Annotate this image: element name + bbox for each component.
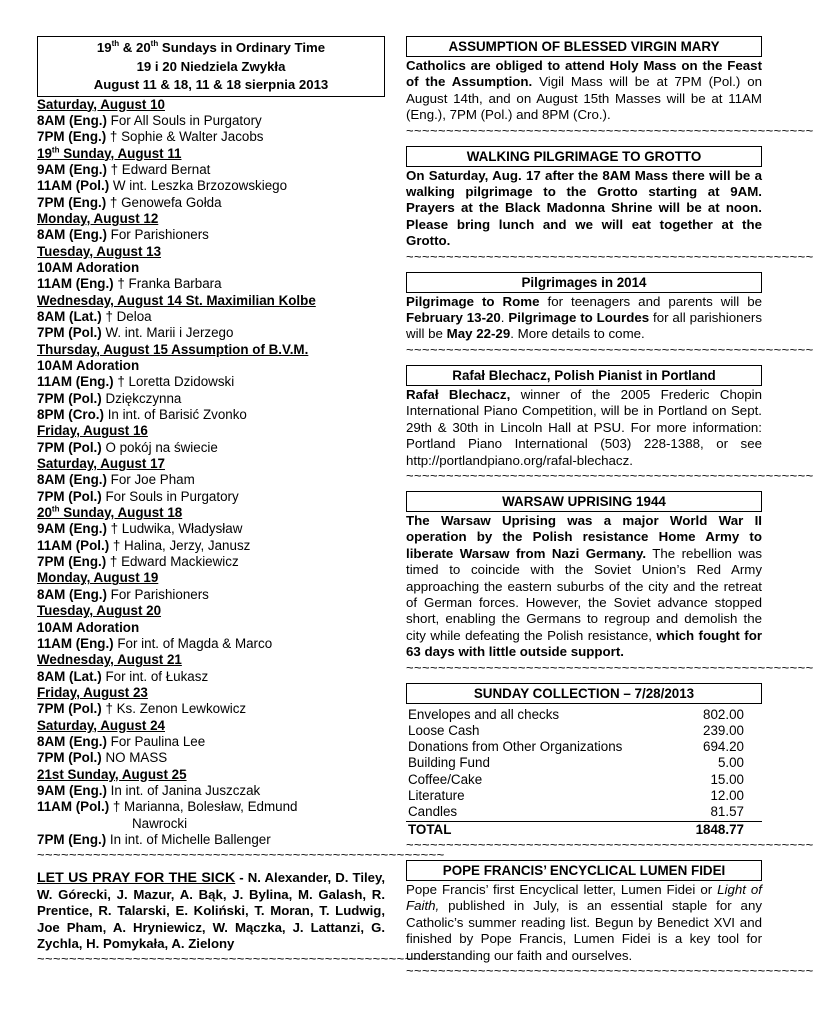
mass-entry [37,227,385,243]
mass-intention: W. int. Marii i Jerzego [101,325,234,341]
mass-entry [37,472,385,488]
mass-intention: For All Souls in Purgatory [106,112,262,128]
mass-entry [37,178,385,194]
mass-entry [37,260,385,276]
collection-label: Building Fund [408,755,490,771]
schedule-day-heading: Tuesday, August 20 [37,603,162,619]
mass-time: 7PM (Pol.) [37,701,102,717]
mass-intention: † Marianna, Bolesław, Edmund [109,799,298,815]
mass-time: 7PM (Eng.) [37,129,107,145]
mass-time: 8AM (Lat.) [37,308,102,324]
schedule-day-heading: Saturday, August 10 [37,96,165,112]
assumption-text: Catholics are obliged to attend Holy Mass on the Feast of the Assumption. Vigil Mass will be at 7PM (Pol.) on August 14th, and on August 15th Masses will be at 11AM (Eng.), 7PM (Pol.) and 8PM (Cro.). [406,58,763,123]
pilgrimages-title: Pilgrimages in 2014 [406,272,762,293]
mass-entry [37,358,385,374]
mass-time: 10AM Adoration [37,358,140,373]
mass-intention: † Deloa [101,308,152,324]
mass-entry [37,538,385,554]
grotto-title: WALKING PILGRIMAGE TO GROTTO [406,146,762,167]
mass-entry [37,701,385,717]
collection-table [406,707,762,838]
schedule-day-heading: Tuesday, August 13 [37,243,162,259]
header-line-2: 19 i 20 Niedziela Zwykła [136,58,286,74]
warsaw-text: The Warsaw Uprising was a major World War II operation by the Polish resistance Home Army to liberate Warsaw from Nazi Germany. The rebellion was timed to coincide with the Soviet Union’s Red Army approaching the eastern suburbs of the city and the retreat of German forces. However, the Soviet advance stopped short, enabling the Germans to regroup and demolish the city while defeating the Polish resistance, which fought for 63 days with little outside support. [406,512,762,660]
mass-intention: For Parishioners [106,227,209,243]
divider: ~~~~~~~~~~~~~~~~~~~~~~~~~~~~~~~~~~~~~~~~~~~~~~~~~~~ [37,951,445,967]
mass-intention: For Parishioners [106,586,209,602]
mass-intention: † Loretta Dzidowski [113,374,235,390]
divider: ~~~~~~~~~~~~~~~~~~~~~~~~~~~~~~~~~~~~~~~~~~~~~~~~~~~ [406,836,814,852]
schedule-day-heading: 20th Sunday, August 18 [37,504,183,521]
lumen-fidei-title: POPE FRANCIS’ ENCYCLICAL LUMEN FIDEI [406,860,762,881]
blechacz-text: Rafał Blechacz, winner of the 2005 Frederic Chopin International Piano Competition, will be in Portland on Sept. 29th & 30th in Lincoln Hall at PSU. For more information: Portland Piano International (503) 228-1388, or see http://portlandpiano.org/rafal-blechacz. [406,386,762,468]
mass-entry [37,391,385,407]
collection-amount: 694.20 [703,739,744,755]
schedule-day-heading: 21st Sunday, August 25 [37,766,187,782]
mass-time: 8AM (Eng.) [37,112,107,128]
schedule-day-heading: Saturday, August 17 [37,456,165,472]
mass-intention: O pokój na świecie [101,439,218,455]
mass-time: 7PM (Pol.) [37,750,102,766]
collection-row [406,723,762,739]
mass-entry [37,276,385,292]
warsaw-title: WARSAW UPRISING 1944 [406,491,762,512]
mass-time: 9AM (Eng.) [37,521,107,537]
collection-amount: 81.57 [710,804,744,820]
collection-amount: 802.00 [703,706,744,722]
mass-entry [37,325,385,341]
collection-amount: 5.00 [717,755,744,771]
collection-row [406,804,762,821]
mass-entry [37,162,385,178]
collection-amount: 15.00 [710,771,744,787]
blechacz-title: Rafał Blechacz, Polish Pianist in Portland [406,365,762,386]
mass-entry [37,636,385,652]
mass-time: 8AM (Eng.) [37,472,107,488]
mass-time: 8AM (Lat.) [37,668,102,684]
collection-row [406,788,762,804]
mass-intention: † Edward Mackiewicz [106,554,239,570]
mass-time: 11AM (Eng.) [37,635,114,651]
schedule-day-heading: Thursday, August 15 Assumption of B.V.M. [37,341,309,357]
mass-list [37,97,385,849]
mass-intention: † Franka Barbara [113,276,222,292]
mass-entry [37,407,385,423]
schedule-day-heading: Friday, August 23 [37,684,148,700]
mass-time: 11AM (Pol.) [37,799,110,815]
mass-intention: † Sophie & Walter Jacobs [106,129,264,145]
total-amount: 1848.77 [678,821,762,838]
pilgrimages-text: Pilgrimage to Rome for teenagers and parents will be February 13-20. Pilgrimage to Lourdes for all parishioners will be May 22-29. More details to come. [406,293,763,342]
announcements-column [406,36,814,978]
mass-intention: For Joe Pham [106,472,195,488]
mass-intention: † Edward Bernat [106,161,211,177]
mass-time: 7PM (Pol.) [37,325,102,341]
schedule-day-heading: Monday, August 12 [37,210,159,226]
mass-time: 7PM (Eng.) [37,831,107,847]
mass-time: 8PM (Cro.) [37,407,104,423]
mass-entry [37,734,385,750]
divider: ~~~~~~~~~~~~~~~~~~~~~~~~~~~~~~~~~~~~~~~~~~~~~~~~~~~ [406,659,814,675]
mass-intention: In int. of Barisić Zvonko [103,407,247,423]
mass-intention: † Ludwika, Władysław [106,521,243,537]
total-label: TOTAL [406,821,678,838]
collection-label: Coffee/Cake [408,771,483,787]
collection-row [406,707,762,723]
mass-entry [37,129,385,145]
schedule-day-heading: Friday, August 16 [37,423,148,439]
mass-intention: For int. of Magda & Marco [113,635,273,651]
mass-intention: W int. Leszka Brzozowskiego [109,178,288,194]
mass-entry [37,783,385,799]
grotto-text: On Saturday, Aug. 17 after the 8AM Mass there will be a walking pilgrimage to the Grotto starting at 9AM. Prayers at the Black Madonna Shrine will be at noon. Please bring lunch and we will eat together at the Grotto. [406,167,762,249]
mass-time: 11AM (Eng.) [37,374,114,390]
sick-names: - N. Alexander, D. Tiley, W. Górecki, J. Mazur, A. Bąk, J. Bylina, M. Galash, R. Prentice, R. Talarski, E. Koliński, T. Moran, T. Ludwig, Joe Pham, A. Hryniewicz, W. Mączka, J. Lattanzi, G. Zychla, H. Pomykała, A. Zielony [37,870,385,951]
mass-time: 11AM (Eng.) [37,276,114,292]
mass-entry [37,587,385,603]
mass-intention: † Ks. Zenon Lewkowicz [101,701,247,717]
mass-entry [37,816,385,832]
mass-intention: Nawrocki [132,815,188,831]
mass-entry [37,750,385,766]
mass-intention: In int. of Janina Juszczak [106,782,261,798]
schedule-header [37,36,385,97]
divider: ~~~~~~~~~~~~~~~~~~~~~~~~~~~~~~~~~~~~~~~~~~~~~~~~~~~ [406,962,814,978]
mass-entry [37,489,385,505]
mass-intention: Dziękczynna [101,390,182,406]
mass-time: 9AM (Eng.) [37,161,107,177]
collection-label: Candles [408,804,458,820]
sick-heading: LET US PRAY FOR THE SICK [37,870,236,887]
mass-time: 7PM (Eng.) [37,194,107,210]
collection-row [406,739,762,755]
schedule-day-heading: Monday, August 19 [37,570,159,586]
mass-time: 7PM (Pol.) [37,390,102,406]
mass-entry [37,669,385,685]
mass-intention: † Genowefa Gołda [106,194,222,210]
mass-time: 10AM Adoration [37,259,140,275]
collection-label: Envelopes and all checks [408,706,560,722]
collection-title: SUNDAY COLLECTION – 7/28/2013 [406,683,762,704]
collection-row [406,772,762,788]
mass-time: 7PM (Pol.) [37,488,102,504]
mass-time: 8AM (Eng.) [37,733,107,749]
mass-entry [37,799,385,815]
collection-total-row [406,821,762,838]
mass-entry [37,440,385,456]
mass-entry [37,113,385,129]
mass-time: 8AM (Eng.) [37,227,107,243]
mass-intention: In int. of Michelle Ballenger [106,831,271,847]
mass-intention: NO MASS [101,750,168,766]
header-line-1: 19th & 20th Sundays in Ordinary Time [96,39,326,55]
divider: ~~~~~~~~~~~~~~~~~~~~~~~~~~~~~~~~~~~~~~~~~~~~~~~~~~~ [406,341,814,357]
mass-entry [37,620,385,636]
collection-amount: 12.00 [710,788,744,804]
collection-amount: 239.00 [703,722,744,738]
mass-time: 9AM (Eng.) [37,782,107,798]
schedule-day-heading: Saturday, August 24 [37,717,165,733]
mass-entry [37,374,385,390]
schedule-day-heading: Wednesday, August 21 [37,652,182,668]
mass-time: 11AM (Pol.) [37,178,110,194]
mass-time: 7PM (Pol.) [37,439,102,455]
collection-label: Loose Cash [408,722,480,738]
schedule-day-heading: Wednesday, August 14 St. Maximilian Kolbe [37,292,316,308]
sick-prayer-list [37,870,385,952]
mass-entry [37,309,385,325]
mass-intention: For int. of Łukasz [101,668,209,684]
mass-entry [37,195,385,211]
lumen-fidei-text: Pope Francis’ first Encyclical letter, Lumen Fidei or Light of Faith, published in July, is an essential staple for any Catholic’s summer reading list. Begun by Benedict XVI and finished by Pope Francis, Lumen Fidei is a key tool for understanding our faith and ourselves. [406,881,762,963]
divider: ~~~~~~~~~~~~~~~~~~~~~~~~~~~~~~~~~~~~~~~~~~~~~~~~~~~ [37,847,445,863]
mass-time: 11AM (Pol.) [37,537,110,553]
mass-time: 7PM (Eng.) [37,554,107,570]
schedule-day-heading: 19th Sunday, August 11 [37,145,182,161]
mass-entry [37,832,385,848]
mass-time: 8AM (Eng.) [37,586,107,602]
divider: ~~~~~~~~~~~~~~~~~~~~~~~~~~~~~~~~~~~~~~~~~~~~~~~~~~~ [406,467,814,483]
mass-intention: For Souls in Purgatory [101,488,239,504]
collection-row [406,755,762,771]
mass-intention: For Paulina Lee [106,733,206,749]
divider: ~~~~~~~~~~~~~~~~~~~~~~~~~~~~~~~~~~~~~~~~~~~~~~~~~~~ [406,122,814,138]
assumption-title: ASSUMPTION OF BLESSED VIRGIN MARY [406,36,762,57]
collection-label: Literature [408,788,465,804]
mass-intention: † Halina, Jerzy, Janusz [109,537,251,553]
collection-label: Donations from Other Organizations [408,739,623,755]
divider: ~~~~~~~~~~~~~~~~~~~~~~~~~~~~~~~~~~~~~~~~~~~~~~~~~~~ [406,248,814,264]
mass-entry [37,521,385,537]
mass-entry [37,554,385,570]
header-line-3: August 11 & 18, 11 & 18 sierpnia 2013 [93,77,329,92]
mass-time: 10AM Adoration [37,619,140,635]
